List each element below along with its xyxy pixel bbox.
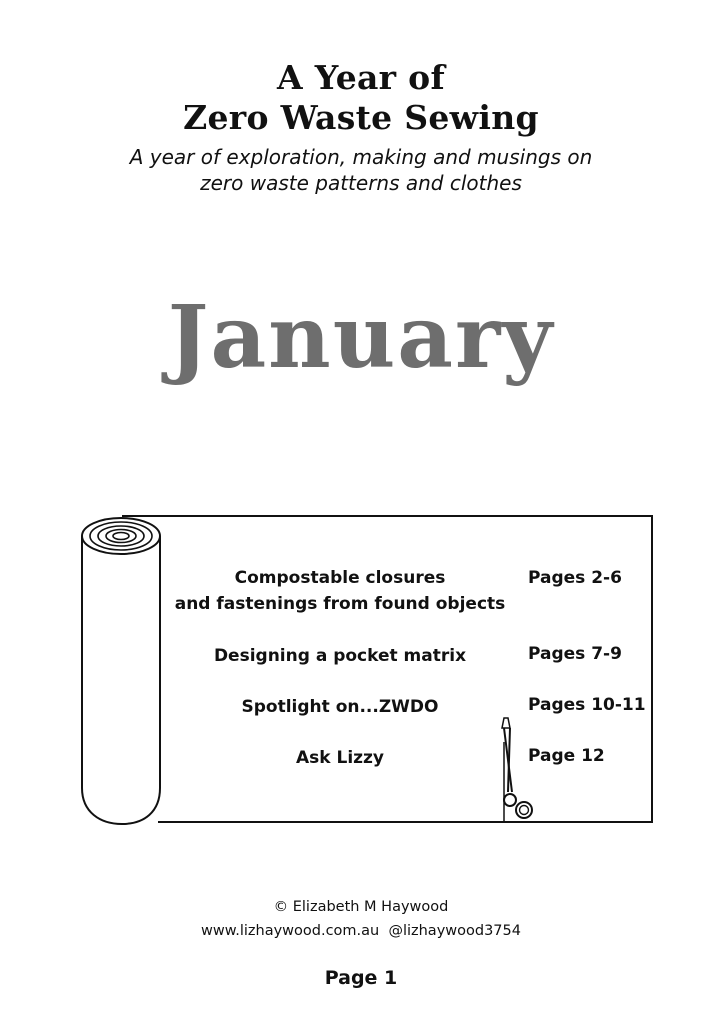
fabric-roll-icon [78,512,658,828]
contents-topic-spotlight: Spotlight on...ZWDO [241,697,439,717]
footer-links [0,920,722,942]
contents-topic-line: Compostable closures [234,568,446,588]
contents-topic-pocket-matrix: Designing a pocket matrix [213,646,467,666]
copyright-text: © Elizabeth M Haywood [273,899,449,915]
contents-topic-closures [170,565,510,617]
website-link[interactable]: www.lizhaywood.com.au [200,923,380,939]
subtitle-line-1: A year of exploration, making and musings on [129,145,593,169]
social-handle[interactable]: @lizhaywood3754 [388,923,521,939]
contents-topic-line: and fastenings from found objects [174,594,506,614]
contents-pages-pocket-matrix: Pages 7-9 [528,644,622,664]
contents-topic-ask-lizzy: Ask Lizzy [295,748,385,768]
contents-pages-ask-lizzy: Page 12 [528,746,605,766]
month-heading: January [167,287,555,388]
title-line-2: Zero Waste Sewing [183,98,539,137]
contents-pages-closures: Pages 2-6 [528,568,622,588]
subtitle-line-2: zero waste patterns and clothes [200,171,522,195]
page-number: Page 1 [324,967,398,989]
contents-pages-spotlight: Pages 10-11 [528,695,646,715]
title-line-1: A Year of [277,58,445,97]
